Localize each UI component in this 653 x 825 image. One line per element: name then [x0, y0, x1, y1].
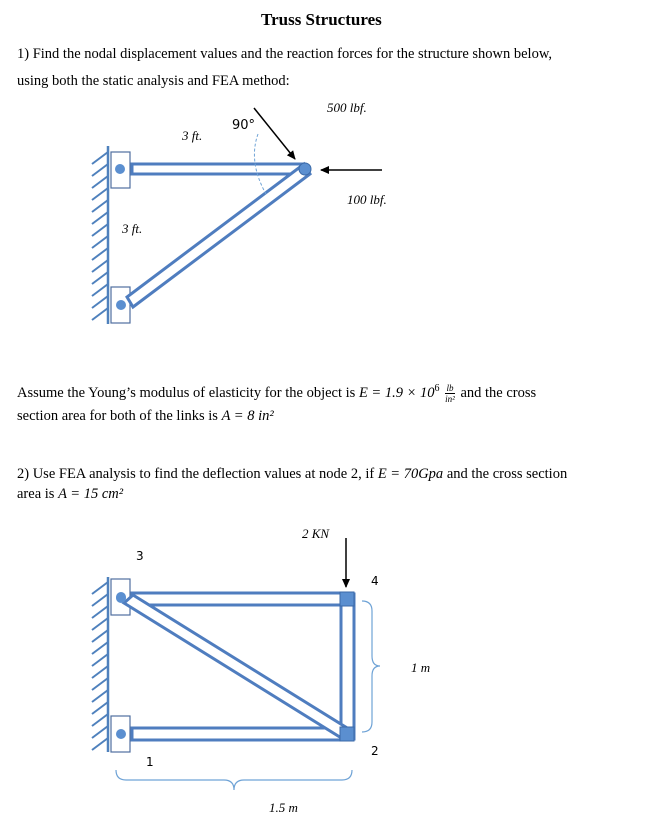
fig2-support-bottom [111, 716, 130, 752]
fig2-height-brace [362, 601, 380, 732]
fig1-angle-label: 90° [232, 118, 256, 133]
problem2-line2-pre: area is [17, 486, 59, 502]
assumption-post: and the cross [456, 384, 537, 401]
page-title: Truss Structures [261, 10, 382, 29]
problem2-line1-post: and the cross section [443, 466, 568, 482]
fig1-support-top [111, 152, 130, 188]
fig2-member-top [132, 593, 348, 605]
problem2-E: E = 70Gpa [377, 466, 444, 482]
fig2-height-label: 1 m [411, 660, 431, 675]
assumption-unit-num: lb [446, 383, 454, 393]
area-val: A = 8 in² [221, 408, 274, 424]
fig2-node3-label: 3 [136, 549, 144, 563]
fig2-node4-label: 4 [371, 574, 379, 588]
fig1-length-left-label: 3 ft. [122, 221, 143, 236]
problem1-line1: 1) Find the nodal displacement values and the reaction forces for the structure shown below, [17, 46, 552, 62]
assumption-E: E = 1.9 × 10 [358, 384, 435, 401]
fig2-node1-label: 1 [146, 755, 154, 769]
assumption-unit-den: in² [445, 394, 455, 404]
area-pre: section area for both of the links is [17, 408, 222, 424]
fig2-node3 [116, 593, 126, 603]
fig2-node4 [340, 592, 354, 606]
fig1-wall [92, 146, 108, 324]
fig2-force-label: 2 KN [302, 526, 330, 541]
fig2-member-vertical [341, 594, 354, 739]
fig1-force-top-label: 500 lbf. [327, 100, 367, 115]
fig2-width-label: 1.5 m [269, 800, 298, 815]
fig2-wall [92, 577, 108, 752]
assumption-pre: Assume the Young’s modulus of elasticity for the object is [17, 384, 359, 401]
fig1-force-arrow-diagonal [254, 108, 295, 159]
fig1-member-diagonal [127, 164, 310, 307]
fig2-member-diagonal [124, 595, 352, 739]
problem2-A: A = 15 cm² [58, 486, 124, 502]
fig2-node2 [340, 727, 354, 741]
fig1-member-horizontal [132, 164, 304, 174]
assumption-exp: 6 [434, 383, 440, 394]
problem1-line2: using both the static analysis and FEA method: [17, 73, 290, 89]
fig1-length-top-label: 3 ft. [182, 128, 203, 143]
fig2-member-bottom [132, 728, 348, 740]
fig2-width-brace [116, 770, 352, 790]
fig1-node-load [299, 163, 311, 175]
fig1-support-bottom [111, 287, 130, 323]
fig2-node2-label: 2 [371, 744, 379, 758]
problem2-line1-pre: 2) Use FEA analysis to find the deflection values at node 2, if [17, 466, 378, 482]
fig1-force-side-label: 100 lbf. [347, 192, 387, 207]
